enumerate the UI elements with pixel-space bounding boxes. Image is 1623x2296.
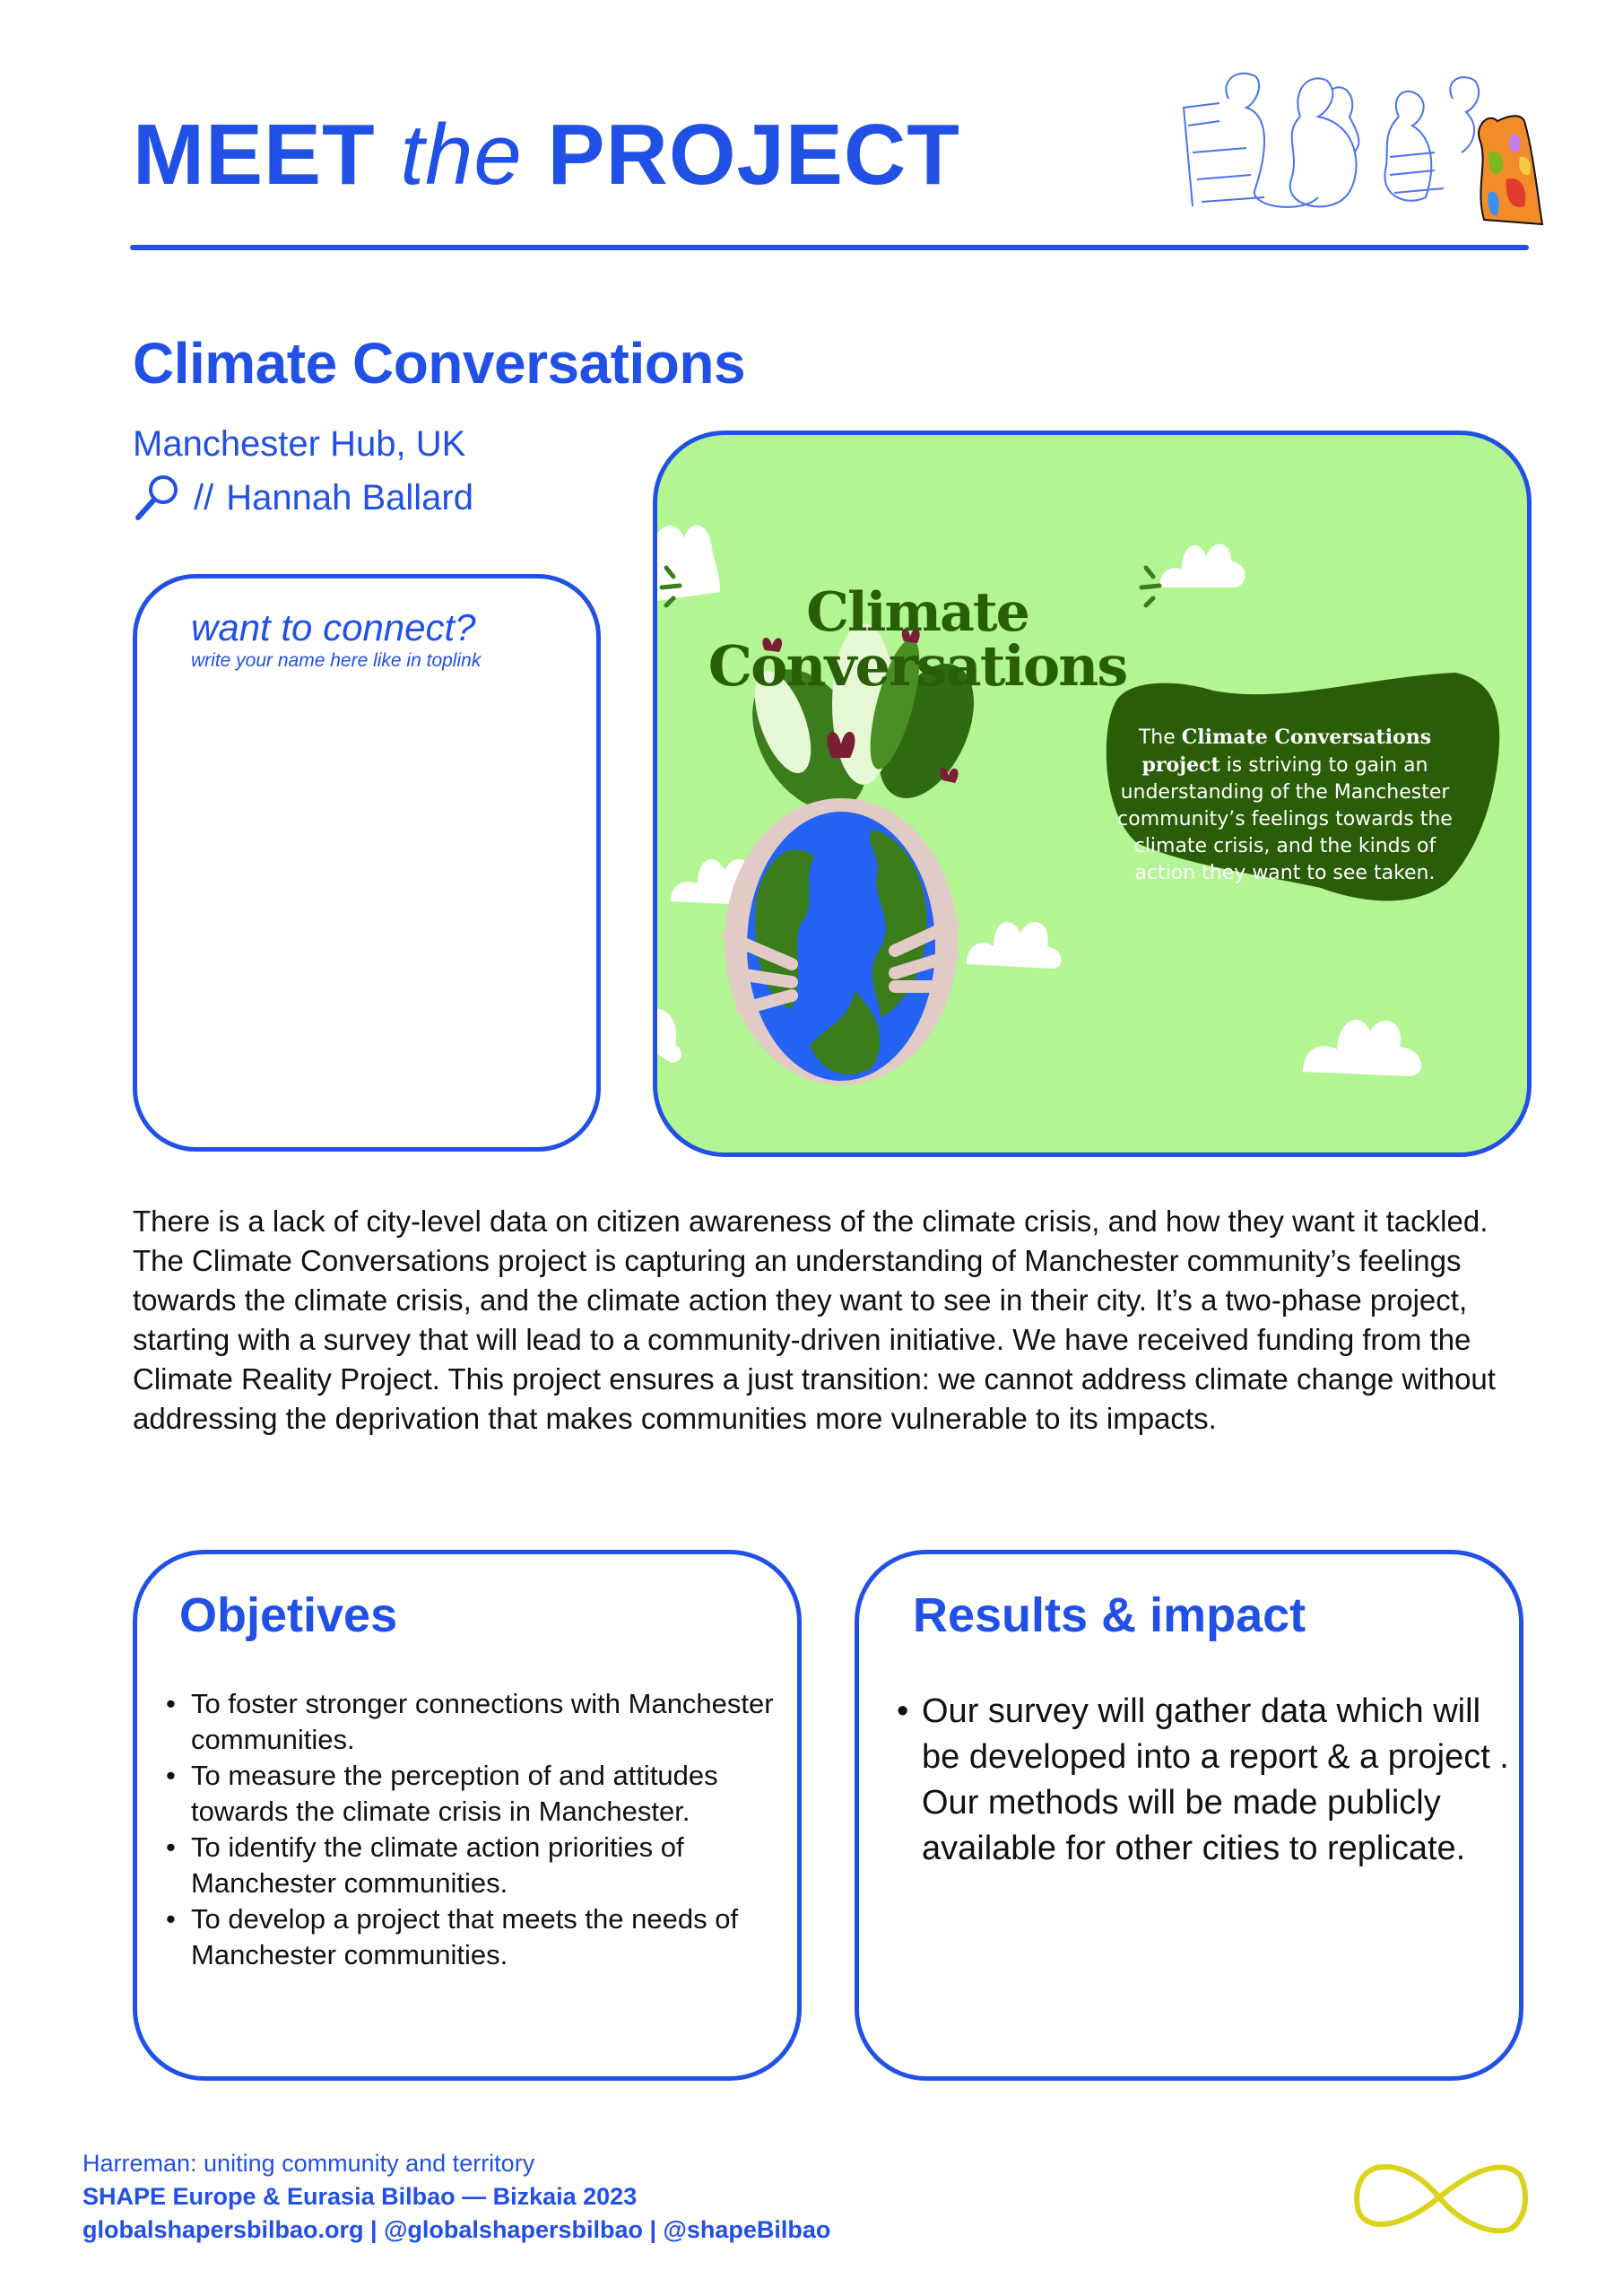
- header-divider: [130, 245, 1529, 250]
- objective-item: • To identify the climate action priorities of Manchester communities.: [166, 1830, 785, 1901]
- title-word-project: PROJECT: [547, 107, 960, 203]
- project-description: There is a lack of city-level data on citizen awareness of the climate crisis, and how they want it tackled. The Climate Conversations project is capturing an understanding of Manchester community’s feelings towards the climate crisis, and the climate action they want to see in their city. It’s a two-phase project, starting with a survey that will lead to a community-driven initiative. We have received funding from the Climate Reality Project. This project ensures a just transition: we cannot address climate change without addressing the deprivation that makes communities more vulnerable to its impacts.: [133, 1205, 1496, 1435]
- footer-links[interactable]: globalshapersbilbao.org | @globalshapersbilbao | @shapeBilbao: [82, 2216, 831, 2243]
- magnifier-icon: [133, 473, 181, 523]
- project-poster-image: [653, 430, 1532, 1157]
- project-lead: [133, 473, 473, 523]
- people-at-table-line-art-icon: [1166, 63, 1560, 233]
- page-title: [133, 106, 960, 204]
- results-list: [897, 1689, 1515, 1872]
- title-word-the: the: [400, 107, 523, 203]
- poster-blurb: [1106, 724, 1464, 887]
- infinity-icon: [1350, 2157, 1529, 2238]
- connect-subtitle: write your name here like in toplink: [191, 650, 482, 671]
- hub-location: Manchester Hub, UK: [133, 424, 466, 464]
- poster-blurb-lead: The: [1138, 726, 1176, 749]
- poster-blurb-rest: is striving to gain an understanding of the Manchester community’s feelings towards the climate crisis, and the kinds of action they want to see taken.: [1117, 754, 1453, 884]
- poster-title: [693, 581, 1141, 699]
- objectives-title: Objetives: [179, 1588, 398, 1642]
- objective-item: • To develop a project that meets the needs of Manchester communities.: [166, 1901, 785, 1973]
- result-item: • Our survey will gather data which will be developed into a report & a project . Our methods will be made publicly available for other cities to replicate.: [897, 1689, 1515, 1872]
- footer-tagline: Harreman: uniting community and territory: [82, 2150, 535, 2177]
- objective-item: • To measure the perception of and attitudes towards the climate crisis in Manchester.: [166, 1758, 785, 1830]
- title-word-meet: MEET: [133, 107, 376, 203]
- person-name: Hannah Ballard: [226, 477, 473, 517]
- footer-event: SHAPE Europe & Eurasia Bilbao — Bizkaia 2023: [82, 2183, 638, 2210]
- objective-item: • To foster stronger connections with Manchester communities.: [166, 1686, 785, 1758]
- results-title: Results & impact: [913, 1588, 1306, 1642]
- poster-title-line1: Climate: [806, 581, 1028, 644]
- poster-blurb-bold: Climate Conversations project: [1141, 726, 1432, 777]
- connect-title: want to connect?: [191, 606, 476, 648]
- person-prefix: //: [194, 477, 214, 517]
- globe-icon: [725, 798, 958, 1085]
- project-title: Climate Conversations: [133, 331, 746, 396]
- poster-title-line2: Conversations: [707, 633, 1127, 699]
- objectives-list: [166, 1686, 785, 1973]
